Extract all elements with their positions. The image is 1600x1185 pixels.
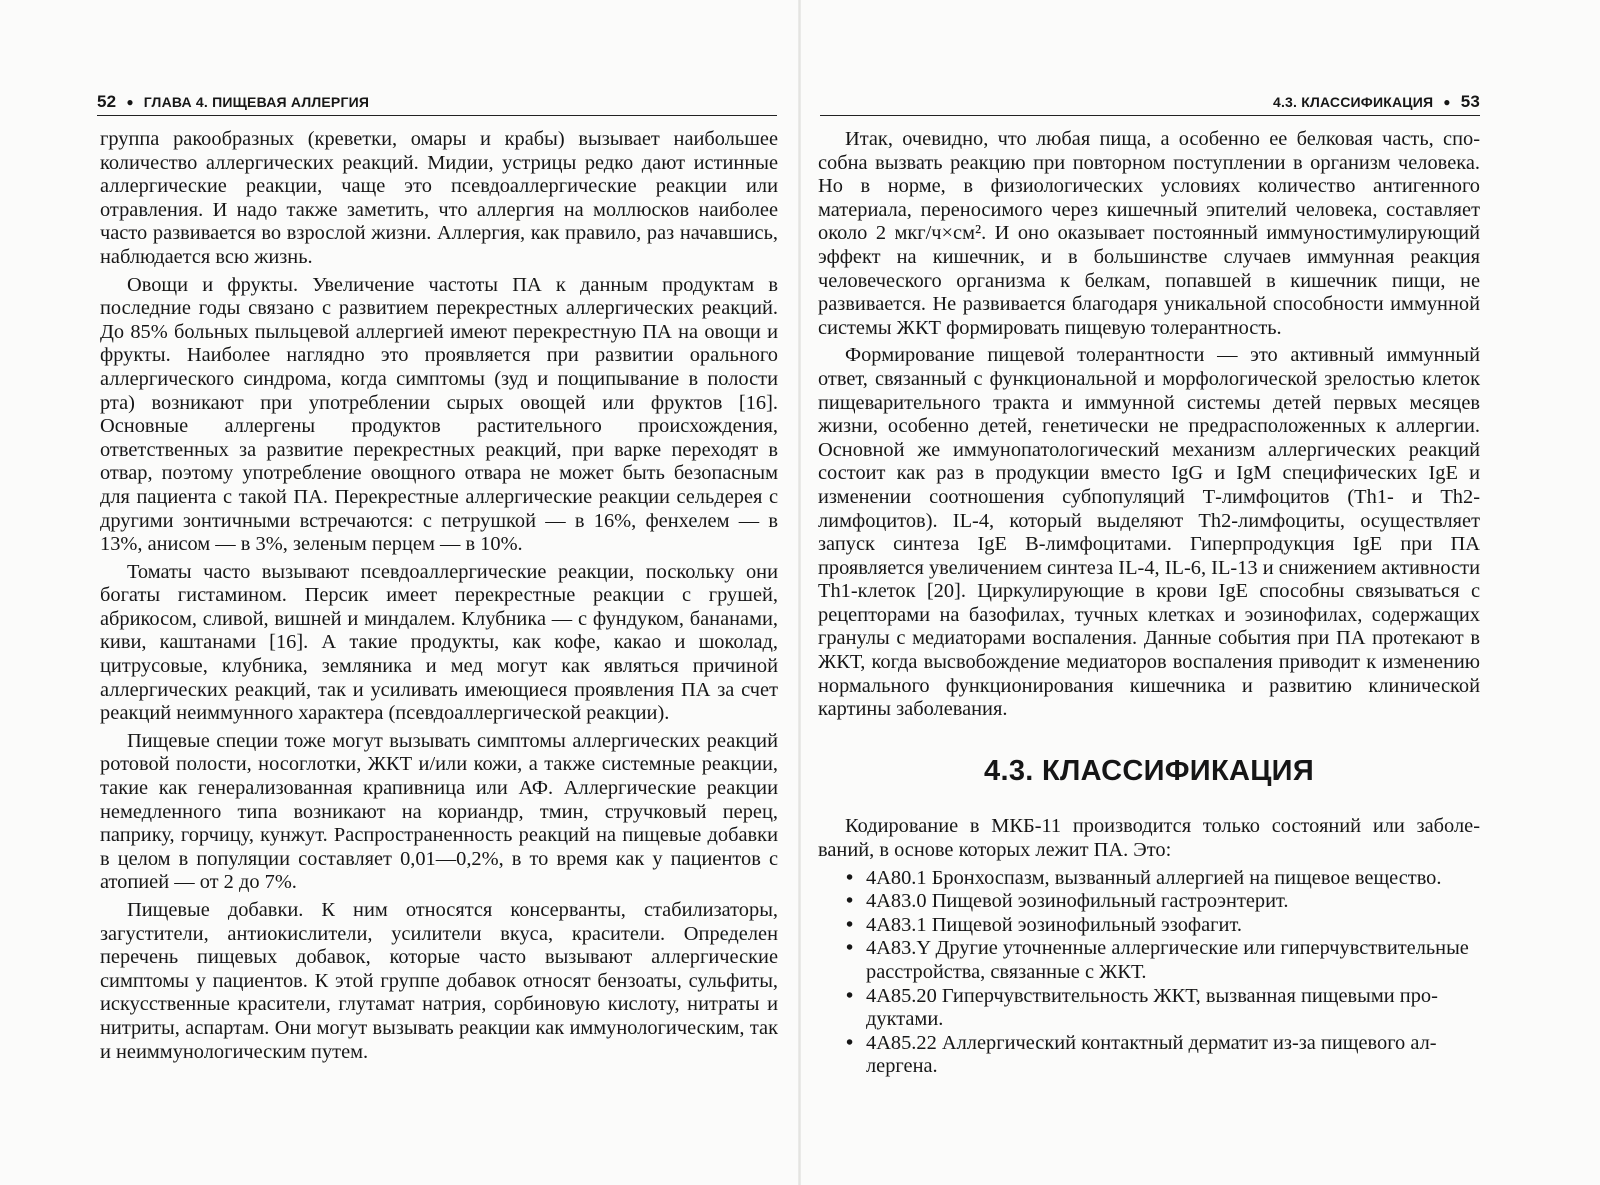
paragraph: Итак, очевидно, что любая пища, а особенно ее белковая часть, способна вызвать реакцию при повторном поступлении в организм человека. Но в норме, в физиологических условиях количество антигенного материала, переносимого через кишечный эпителий человека, составляет около 2 мкг/ч×см². И оно оказывает постоянный иммуностимулирующий эффект на кишечник, и в большинстве случаев иммунная реакция человеческого организма к белкам, попавшей в кишечник пищи, не развивается. Не развивается благодаря уникальной способности иммунной системы ЖКТ формировать пищевую толерантность. — [818, 128, 1480, 339]
left-body-text — [100, 128, 778, 1068]
paragraph: группа ракообразных (креветки, омары и крабы) вызывает наибольшее количество аллергических реакций. Мидии, устрицы редко дают истинные аллергические реакции, чаще это псевдоаллергические реакции или отравления. И надо также заметить, что аллергия на моллюсков наиболее часто развивается во взрослой жизни. Аллергия, как правило, раз начавшись, наблюдается всю жизнь. — [100, 128, 778, 268]
left-page-number: 52 — [97, 92, 117, 111]
list-item-text: 4А83.1 Пищевой эозинофильный эзофагит. — [866, 913, 1242, 936]
left-header-rule — [97, 115, 777, 116]
header-bullet: ● — [126, 95, 134, 109]
paragraph: Томаты часто вызывают псевдоаллергические реакции, поскольку они богаты гистамином. Персик имеет перекрестные реакции с грушей, абрикосом, сливой, вишней и миндалем. Клубника — с фундуком, бананами, киви, каштанами [16]. А такие продукты, как кофе, какао и шоколад, цитрусовые, клубника, земляника и мед могут как являться причиной аллергических реакций, так и усиливать имеющиеся проявления ПА за счет реакций неиммунного характера (псевдоаллергической реакции). — [100, 560, 778, 725]
bullet-icon: • — [846, 1031, 854, 1054]
right-body-text — [818, 128, 1480, 1079]
list-item-text: 4А80.1 Бронхоспазм, вызванный аллергией на пищевое вещество. — [866, 866, 1442, 889]
paragraph: Овощи и фрукты. Увеличение частоты ПА к данным продуктам в последние годы связано с развитием перекрестных аллергических реакций. До 85% больных пыльцевой аллергией имеют перекрестную ПА на овощи и фрукты. Наиболее наглядно это проявляется при развитии орального аллергического синдрома, когда симптомы (зуд и пощипывание в полости рта) возникают при употреблении сырых овощей или фруктов [16]. Основные аллергены продуктов растительного происхождения, ответственных за развитие перекрестных реакций, при варке переходят в отвар, поэтому употребление овощного отвара не может быть безопасным для пациента с такой ПА. Перекрестные аллергические реакции сельдерея с другими зонтичными встречаются: с петрушкой — в 16%, фенхелем — в 13%, анисом — в 3%, зеленым перцем — в 10%. — [100, 273, 778, 556]
list-item — [818, 1032, 1480, 1079]
header-bullet: ● — [1443, 95, 1451, 109]
section-running-title: 4.3. КЛАССИФИКАЦИЯ — [1272, 94, 1434, 110]
classification-intro: Кодирование в МКБ-11 производится только состояний или заболеваний, в основе которых лежит ПА. Это: — [818, 815, 1480, 862]
list-item — [818, 937, 1480, 984]
bullet-icon: • — [846, 913, 854, 936]
list-item — [818, 867, 1480, 891]
bullet-icon: • — [846, 890, 854, 913]
list-item-text: 4А85.22 Аллергический контактный дерматит из-за пищевого аллергена. — [866, 1031, 1437, 1078]
list-item — [818, 914, 1480, 938]
bullet-icon: • — [846, 937, 854, 960]
icd-code-list — [818, 867, 1480, 1079]
list-item-text: 4А83.0 Пищевой эозинофильный гастроэнтерит. — [866, 890, 1289, 913]
bullet-icon: • — [846, 984, 854, 1007]
right-page — [800, 0, 1600, 1185]
right-header-rule — [820, 115, 1480, 116]
paragraph: Формирование пищевой толерантности — это активный иммунный ответ, связанный с функциональной и морфологической зрелостью клеток пищеварительного тракта и иммунной системы детей первых месяцев жизни, особенно детей, генетически не предрасположенных к аллергии. Основной же иммунопатологический механизм аллергических реакций состоит как раз в продукции вместо IgG и IgM специфических IgE и изменении соотношения субпопуляций Т-лимфоцитов (Th1- и Th2-лимфоцитов). IL-4, который выделяют Th2-лимфоциты, осуществляет запуск синтеза IgE В-лимфоцитами. Гиперпродукция IgE при ПА проявляется увеличением синтеза IL-4, IL-6, IL-13 и снижением активности Th1-клеток [20]. Циркулирующие в крови IgE способны связываться с рецепторами на базофилах, тучных клетках и эозинофилах, содержащих гранулы с медиаторами воспаления. Данные события при ПА протекают в ЖКТ, когда высвобождение медиаторов воспаления приводит к изменению нормального функционирования кишечника и развитию клинической картины заболевания. — [818, 344, 1480, 721]
left-running-head — [97, 90, 777, 114]
list-item — [818, 985, 1480, 1032]
right-running-head — [820, 90, 1480, 114]
chapter-title: ГЛАВА 4. ПИЩЕВАЯ АЛЛЕРГИЯ — [143, 94, 370, 110]
bullet-icon: • — [846, 866, 854, 889]
paragraph: Пищевые добавки. К ним относятся консерванты, стабилизаторы, загустители, антиокислители, усилители вкуса, красители. Определен перечень пищевых добавок, которые часто вызывают аллергические симптомы у пациентов. К этой группе добавок относят бензоаты, сульфиты, искусственные красители, глутамат натрия, сорбиновую кислоту, нитраты и нитриты, аспартам. Они могут вызывать реакции как иммунологическим, так и неиммунологическим путем. — [100, 899, 778, 1063]
section-heading: 4.3. КЛАССИФИКАЦИЯ — [984, 754, 1314, 787]
list-item — [818, 890, 1480, 914]
list-item-text: 4А83.Y Другие уточненные аллергические или гиперчувствительные расстройства, связанные с ЖКТ. — [866, 937, 1469, 983]
list-item-text: 4А85.20 Гиперчувствительность ЖКТ, вызванная пищевыми продуктами. — [866, 984, 1438, 1031]
paragraph: Пищевые специи тоже могут вызывать симптомы аллергических реакций ротовой полости, носоглотки, ЖКТ и/или кожи, а также системные реакции, такие как генерализованная крапивница или АФ. Аллергические реакции немедленного типа возникают на кориандр, тмин, стручковый перец, паприку, горчицу, кунжут. Распространенность реакций на пищевые добавки в целом в популяции составляет 0,01—0,2%, в то время как у пациентов с атопией — от 2 до 7%. — [100, 729, 778, 894]
right-page-number: 53 — [1460, 92, 1480, 111]
